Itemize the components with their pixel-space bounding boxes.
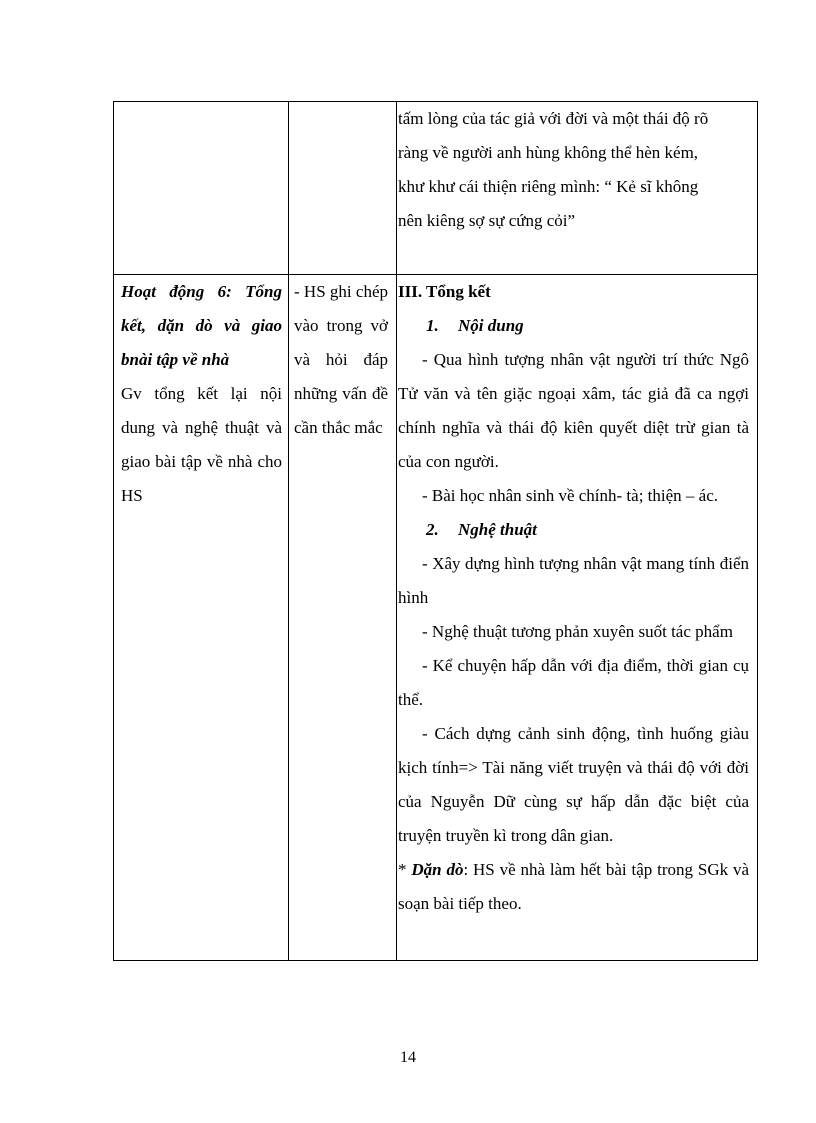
cell-teacher-activity: [114, 102, 289, 275]
table-row: [114, 275, 758, 961]
content-paragraph: - Nghệ thuật tương phản xuyên suốt tác phẩm: [422, 622, 733, 641]
subsection-title: [398, 309, 749, 343]
subsection-number: 2.: [426, 520, 439, 539]
subsection-label: Nội dung: [458, 316, 524, 335]
student-activity-text: - HS ghi chép vào trong vở và hỏi đáp những vấn đề cần thắc mắc: [294, 282, 388, 437]
lesson-plan-table: [113, 101, 758, 961]
content-line: ràng về người anh hùng không thể hèn kém,: [398, 143, 699, 162]
cell-student-activity: [289, 275, 397, 961]
activity-title: Hoạt động 6: Tổng kết, dặn dò và giao bnài tập về nhà: [121, 282, 282, 369]
content-paragraph: - Bài học nhân sinh về chính- tà; thiện – ác.: [422, 486, 718, 505]
table-row: [114, 102, 758, 275]
cell-teacher-activity: [114, 275, 289, 961]
content-line: tấm lòng của tác giả với đời và một thái độ rõ: [398, 109, 709, 128]
content-paragraph: - Cách dựng cảnh sinh động, tình huống giàu kịch tính=> Tài năng viết truyện và thái độ với đời của Nguyễn Dữ cùng sự hấp dẫn đặc biệt của truyện truyền kì trong dân gian.: [398, 724, 749, 845]
page-number: 14: [400, 1049, 416, 1066]
subsection-label: Nghệ thuật: [458, 520, 537, 539]
cell-content: [397, 275, 758, 961]
section-heading: III. Tổng kết: [398, 282, 491, 301]
content-paragraph: - Qua hình tượng nhân vật người trí thức Ngô Tử văn và tên giặc ngoại xâm, tác giả đã ca ngợi chính nghĩa và thái độ kiên quyết diệt trừ gian tà của con người.: [398, 350, 749, 471]
content-paragraph: - Kể chuyện hấp dẫn với địa điểm, thời gian cụ thể.: [398, 656, 749, 709]
cell-student-activity: [289, 102, 397, 275]
content-line: khư khư cái thiện riêng mình: “ Kẻ sĩ không: [398, 177, 699, 196]
homework-star: *: [398, 860, 407, 879]
activity-description: Gv tổng kết lại nội dung và nghệ thuật và giao bài tập về nhà cho HS: [121, 384, 282, 505]
content-paragraph: - Xây dựng hình tượng nhân vật mang tính điển hình: [398, 554, 749, 607]
subsection-number: 1.: [426, 316, 439, 335]
cell-content: [397, 102, 758, 275]
homework-note: [398, 853, 749, 921]
homework-text: : HS về nhà làm hết bài tập trong SGk và soạn bài tiếp theo.: [398, 860, 749, 913]
homework-label: Dặn dò: [411, 860, 464, 879]
content-line: nên kiêng sợ sự cứng cỏi”: [398, 211, 576, 230]
subsection-title: [398, 513, 749, 547]
